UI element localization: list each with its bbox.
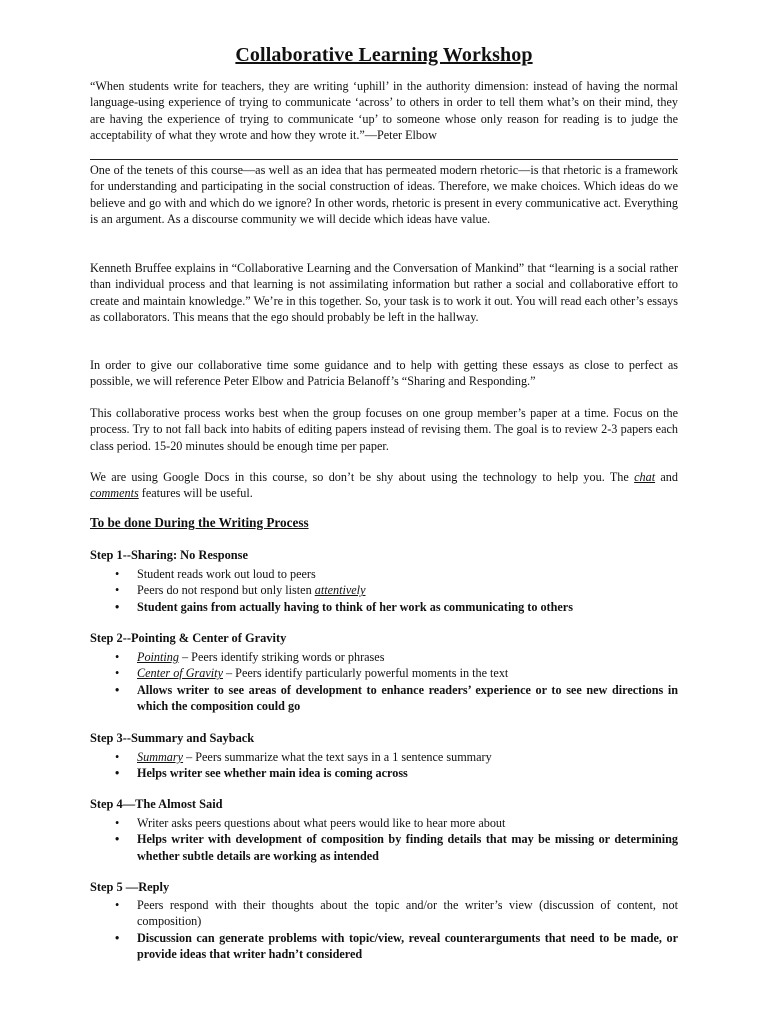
paragraph-bruffee: Kenneth Bruffee explains in “Collaborative Learning and the Conversation of Mankind” that “learning is a social rather than individual process and that learning is not assimilating information but rather a social and collaborative effort to create and maintain knowledge.” We’re in this together. So, your task is to work it out. You will read each other’s essays as collaborators. This means that the ego should probably be left in the hallway. bbox=[90, 261, 678, 325]
epigraph-quote: “When students write for teachers, they are writing ‘uphill’ in the authority dimension: instead of having the normal language-using experience of trying to communicate ‘across’ to others in order to tell them what’s on their mind, they are having the experience of trying to communicate ‘up’ to someone whose only reason for reading is to judge the acceptability of what they wrote and how they wrote it.”—Peter Elbow bbox=[90, 79, 678, 143]
summary-term: Summary bbox=[137, 750, 184, 764]
google-docs-text-c: features will be useful. bbox=[138, 486, 253, 501]
page-title: Collaborative Learning Workshop bbox=[235, 44, 533, 66]
list-item: • Center of Gravity – Peers identify particularly powerful moments in the text bbox=[115, 666, 509, 681]
step-4-heading: Step 4—The Almost Said bbox=[90, 797, 223, 811]
paragraph-process: This collaborative process works best when the group focuses on one group member’s paper at a time. Focus on the process. Try to not fall back into habits of editing papers instead of revising them. The goal is to review 2-3 papers each class period. 15-20 minutes should be enough time per paper. bbox=[90, 406, 678, 453]
list-item: • Helps writer with development of composition by finding details that may be missing or determining whether subtle details are working as intended bbox=[115, 832, 678, 863]
attentively-term: attentively bbox=[314, 583, 366, 598]
bullet-icon: • bbox=[115, 832, 120, 847]
bullet-icon: • bbox=[115, 750, 120, 764]
paragraph-google-docs bbox=[90, 469, 678, 502]
bullet-icon: • bbox=[115, 567, 120, 581]
bullet-icon: • bbox=[115, 599, 120, 614]
chat-term: chat bbox=[634, 470, 656, 484]
bullet-icon: • bbox=[115, 816, 120, 830]
list-item: • Summary – Peers summarize what the text says in a 1 sentence summary bbox=[115, 750, 492, 764]
bullet-icon: • bbox=[115, 682, 120, 697]
list-item: • Helps writer see whether main idea is coming across bbox=[115, 766, 408, 781]
bullet-icon: • bbox=[115, 930, 120, 945]
step-2-list bbox=[90, 649, 678, 715]
list-item: • Writer asks peers questions about what peers would like to hear more about bbox=[115, 816, 506, 830]
bullet-icon: • bbox=[115, 898, 120, 912]
list-item: • Peers do not respond but only listen attentively bbox=[115, 583, 366, 598]
paragraph-rhetoric: One of the tenets of this course—as well as an idea that has permeated modern rhetoric—is that rhetoric is a framework for understanding and participating in the social construction of ideas. Therefore, we make choices. Which ideas do we believe and go with and which do we ignore? In other words, rhetoric is present in every communicative act. Everything is an argument. As a discourse community we will decide which ideas have value. bbox=[90, 163, 678, 227]
horizontal-rule bbox=[90, 159, 678, 160]
google-docs-text-a: We are using Google Docs in this course, so don’t be shy about using the technology to help you. The bbox=[90, 470, 635, 484]
bullet-icon: • bbox=[115, 666, 120, 681]
step-1-heading: Step 1--Sharing: No Response bbox=[90, 548, 248, 562]
bullet-icon: • bbox=[115, 766, 120, 781]
center-of-gravity-term: Center of Gravity bbox=[137, 666, 223, 681]
comments-term: comments bbox=[90, 486, 139, 501]
list-item: • Pointing – Peers identify striking words or phrases bbox=[115, 650, 385, 664]
list-item: • Discussion can generate problems with topic/view, reveal counterarguments that need to be made, or provide ideas that writer hadn’t considered bbox=[115, 930, 678, 962]
step-2-heading: Step 2--Pointing & Center of Gravity bbox=[90, 631, 287, 645]
step-4-list bbox=[90, 815, 678, 864]
bullet-icon: • bbox=[115, 583, 120, 598]
step-3-heading: Step 3--Summary and Sayback bbox=[90, 731, 255, 745]
google-docs-text-b: and bbox=[655, 470, 678, 484]
step-3-list bbox=[90, 749, 678, 782]
list-item: • Peers respond with their thoughts about the topic and/or the writer’s view (discussion of content, not composition) bbox=[115, 898, 678, 929]
list-item: • Student gains from actually having to think of her work as communicating to others bbox=[115, 599, 573, 614]
list-item: • Allows writer to see areas of development to enhance readers’ experience or to see new directions in which the composition could go bbox=[115, 682, 678, 714]
pointing-term: Pointing bbox=[137, 650, 179, 664]
section-heading: To be done During the Writing Process bbox=[90, 515, 309, 530]
step-5-list bbox=[90, 897, 678, 963]
bullet-icon: • bbox=[115, 650, 120, 664]
list-item: • Student reads work out loud to peers bbox=[115, 567, 316, 581]
step-5-heading: Step 5 —Reply bbox=[90, 880, 170, 894]
step-1-list bbox=[90, 566, 678, 615]
paragraph-guidance: In order to give our collaborative time some guidance and to help with getting these essays as close to perfect as possible, we will reference Peter Elbow and Patricia Belanoff’s “Sharing and Responding.” bbox=[90, 358, 678, 389]
